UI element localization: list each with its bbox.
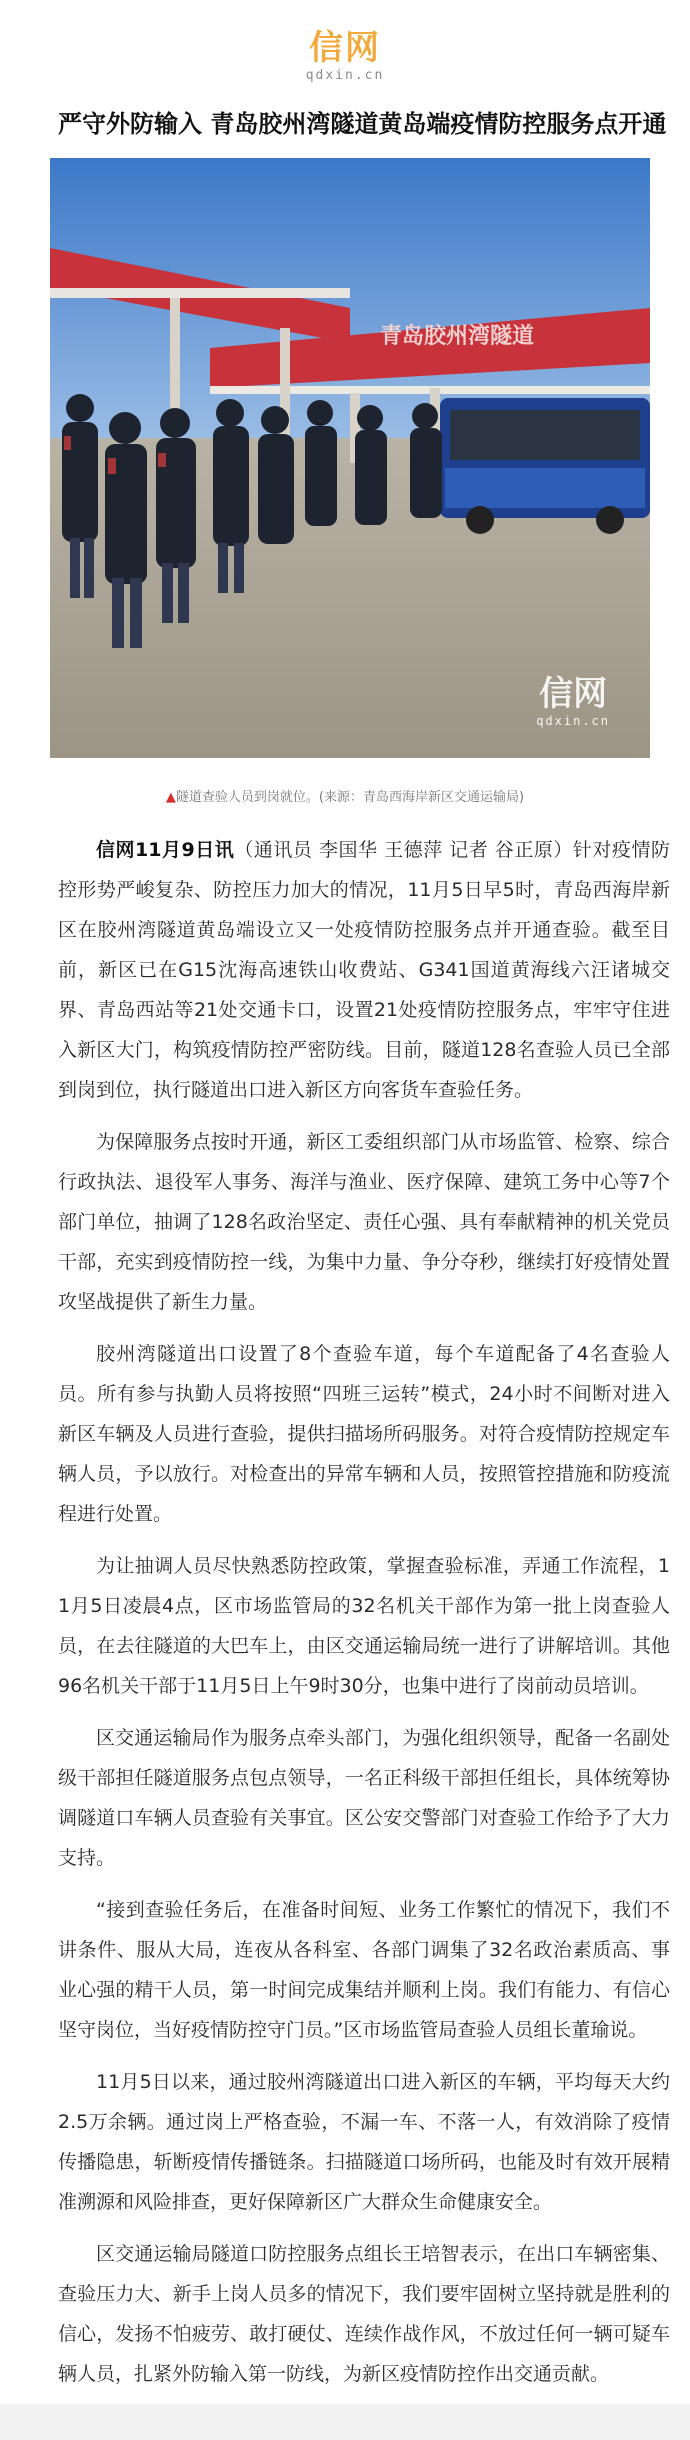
article-photo [50, 158, 650, 758]
caption-text: 隧道查验人员到岗就位。(来源：青岛西海岸新区交通运输局) [175, 790, 525, 805]
photo-caption [0, 788, 690, 808]
photo-illustration [50, 158, 650, 758]
paragraph-5: 区交通运输局作为服务点牵头部门，为强化组织领导，配备一名副处级干部担任隧道服务点包点领导，一名正科级干部担任组长，具体统筹协调隧道口车辆人员查验有关事宜。区公安交警部门对查验工作给予了大力支持。 [58, 1727, 670, 1869]
photo-watermark [536, 674, 610, 728]
paragraph-text: （通讯员 李国华 王德萍 记者 谷正原）针对疫情防控形势严峻复杂、防控压力加大的情况，11月5日早5时，青岛西海岸新区在胶州湾隧道黄岛端设立又一处疫情防控服务点并开通查验。截至目前，新区已在G15沈海高速铁山收费站、G341国道黄海线六汪诸城交界、青岛西站等21处交通卡口，设置21处疫情防控服务点，牢牢守住进入新区大门，构筑疫情防控严密防线。目前，隧道128名查验人员已全部到岗到位，执行隧道出口进入新区方向客货车查验任务。 [58, 839, 670, 1101]
footer-divider [0, 2404, 690, 2440]
dateline: 信网11月9日讯 [96, 839, 235, 861]
paragraph-7: 11月5日以来，通过胶州湾隧道出口进入新区的车辆，平均每天大约2.5万余辆。通过岗上严格查验，不漏一车、不落一人，有效消除了疫情传播隐患，斩断疫情传播链条。扫描隧道口场所码，也能及时有效开展精准溯源和风险排查，更好保障新区广大群众生命健康安全。 [58, 2071, 670, 2213]
site-logo[interactable] [0, 28, 690, 84]
paragraph-3: 胶州湾隧道出口设置了8个查验车道，每个车道配备了4名查验人员。所有参与执勤人员将按照“四班三运转”模式，24小时不间断对进入新区车辆及人员进行查验，提供扫描场所码服务。对符合疫情防控规定车辆人员，予以放行。对检查出的异常车辆和人员，按照管控措施和防疫流程进行处置。 [58, 1343, 670, 1525]
article-body [58, 830, 670, 2406]
caption-marker: ▲ [165, 790, 176, 805]
logo-text: 信网 [309, 28, 381, 68]
logo-domain: qdxin.cn [305, 68, 385, 83]
paragraph-1 [58, 830, 670, 1110]
watermark-text: 信网 [539, 674, 608, 714]
paragraph-4: 为让抽调人员尽快熟悉防控政策，掌握查验标准，弄通工作流程，11月5日凌晨4点，区市场监管局的32名机关干部作为第一批上岗查验人员，在去往隧道的大巴车上，由区交通运输局统一进行了讲解培训。其他96名机关干部于11月5日上午9时30分，也集中进行了岗前动员培训。 [58, 1555, 670, 1697]
paragraph-2: 为保障服务点按时开通，新区工委组织部门从市场监管、检察、综合行政执法、退役军人事务、海洋与渔业、医疗保障、建筑工务中心等7个部门单位，抽调了128名政治坚定、责任心强、具有奉献精神的机关党员干部，充实到疫情防控一线，为集中力量、争分夺秒，继续打好疫情处置攻坚战提供了新生力量。 [58, 1131, 670, 1313]
watermark-domain: qdxin.cn [536, 714, 610, 728]
paragraph-6: “接到查验任务后，在准备时间短、业务工作繁忙的情况下，我们不讲条件、服从大局，连夜从各科室、各部门调集了32名政治素质高、事业心强的精干人员，第一时间完成集结并顺利上岗。我们有能力、有信心坚守岗位，当好疫情防控守门员。”区市场监管局查验人员组长董瑜说。 [58, 1899, 670, 2041]
article-title: 严守外防输入 青岛胶州湾隧道黄岛端疫情防控服务点开通 [58, 110, 667, 138]
bus [440, 398, 650, 534]
canopy-sign: 青岛胶州湾隧道 [380, 323, 535, 349]
paragraph-8: 区交通运输局隧道口防控服务点组长王培智表示，在出口车辆密集、查验压力大、新手上岗人员多的情况下，我们要牢固树立坚持就是胜利的信心，发扬不怕疲劳、敢打硬仗、连续作战作风，不放过任何一辆可疑车辆人员，扎紧外防输入第一防线，为新区疫情防控作出交通贡献。 [58, 2243, 670, 2385]
